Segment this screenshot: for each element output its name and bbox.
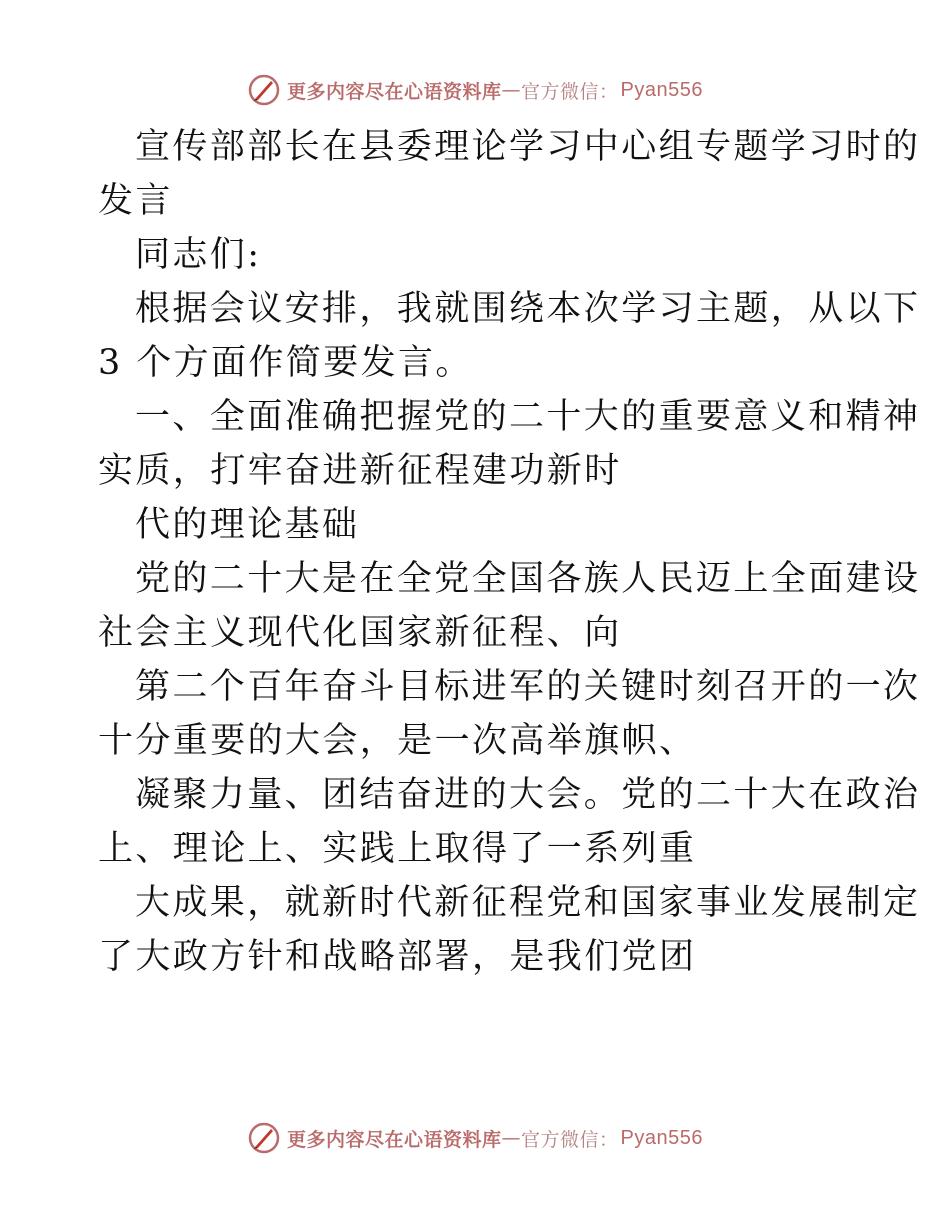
section-heading-continued — [98, 498, 858, 552]
paragraph — [98, 768, 921, 876]
text-line: 社会主义现代化国家新征程、向 — [98, 613, 622, 653]
text-line: 3 个方面作简要发言。 — [98, 343, 473, 383]
banner-dash: — — [501, 79, 522, 101]
text-line: 发言 — [98, 181, 173, 221]
text-line: 实质，打牢奋进新征程建功新时 — [98, 451, 622, 491]
banner-wechat-label: 官方微信： — [521, 80, 619, 103]
document-body — [98, 120, 921, 984]
banner-wechat-id: Pyan556 — [620, 78, 703, 101]
quill-circle-logo-icon — [247, 1121, 281, 1155]
banner-dash: — — [501, 1127, 522, 1149]
text-line: 大成果，就新时代新征程党和国家事业发展制定 — [135, 883, 921, 923]
paragraph — [98, 282, 921, 390]
paragraph — [98, 552, 921, 660]
paragraph — [98, 660, 921, 768]
text-line: 第二个百年奋斗目标进军的关键时刻召开的一次 — [135, 667, 921, 707]
section-heading — [98, 390, 921, 498]
text-line: 凝聚力量、团结奋进的大会。党的二十大在政治 — [135, 775, 921, 815]
salutation — [98, 228, 858, 282]
header-watermark-banner — [0, 70, 950, 110]
text-line: 上、理论上、实践上取得了一系列重 — [98, 829, 697, 869]
banner-site-text: 更多内容尽在心语资料库 — [287, 1128, 502, 1151]
text-line: 宣传部部长在县委理论学习中心组专题学习时的 — [135, 127, 921, 167]
text-line: 根据会议安排，我就围绕本次学习主题，从以下 — [135, 289, 921, 329]
text-line: 了大政方针和战略部署，是我们党团 — [98, 937, 697, 977]
text-line: 代的理论基础 — [135, 505, 360, 545]
paragraph — [98, 876, 921, 984]
text-line: 一、全面准确把握党的二十大的重要意义和精神 — [135, 397, 921, 437]
footer-watermark-banner — [0, 1118, 950, 1158]
banner-site-text: 更多内容尽在心语资料库 — [287, 80, 502, 103]
text-line: 十分重要的大会，是一次高举旗帜、 — [98, 721, 697, 761]
text-line: 同志们: — [135, 235, 262, 275]
banner-wechat-label: 官方微信： — [521, 1128, 619, 1151]
text-line: 党的二十大是在全党全国各族人民迈上全面建设 — [135, 559, 921, 599]
quill-circle-logo-icon — [247, 73, 281, 107]
banner-wechat-id: Pyan556 — [620, 1126, 703, 1149]
document-title — [98, 120, 921, 228]
